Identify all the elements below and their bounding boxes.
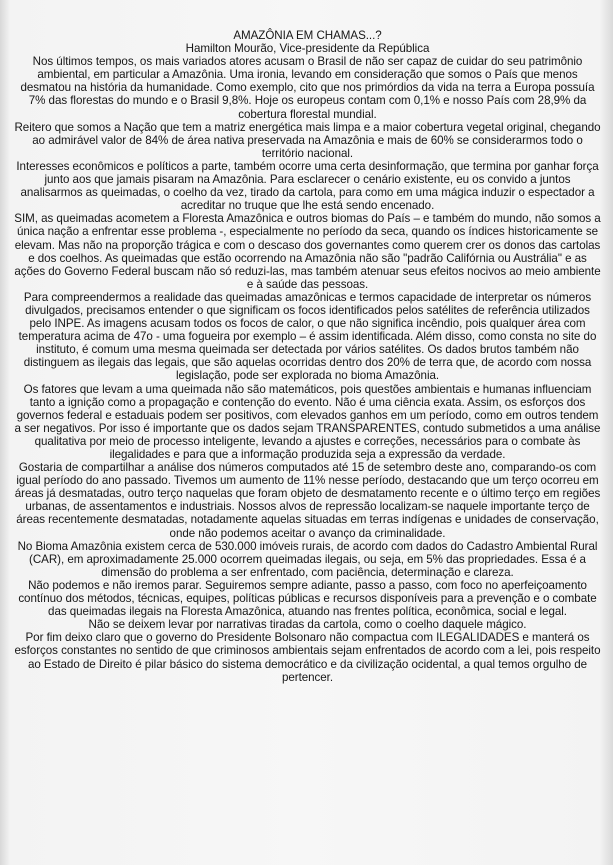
document-body: [14, 29, 601, 684]
paragraph-11: Por fim deixo claro que o governo do Presidente Bolsonaro não compactua com ILEGALIDADES e manterá os esforços constantes no sentido de que criminosos ambientais sejam enfrentados de acordo com a lei, pois respeito ao Estado de Direito é pilar básico do sistema democrático e da civilização ocidental, a qual temos orgulho de pertencer.: [14, 631, 601, 684]
paragraph-1: Nos últimos tempos, os mais variados atores acusam o Brasil de não ser capaz de cuidar do seu patrimônio ambiental, em particular a Amazônia. Uma ironia, levando em consideração que somos o País que menos desmatou na história da humanidade. Como exemplo, cito que nos primórdios da vida na terra a Europa possuía 7% das florestas do mundo e o Brasil 9,8%. Hoje os europeus contam com 0,1% e nosso País com 28,9% da cobertura florestal mundial.: [20, 55, 595, 121]
paragraph-9: Não podemos e não iremos parar. Seguiremos sempre adiante, passo a passo, com foco no aperfeiçoamento contínuo dos métodos, técnicas, equipes, políticas públicas e recursos disponíveis para a prevenção e o combate das queimadas ilegais na Floresta Amazônica, atuando nas frentes política, econômica, social e legal.: [18, 578, 597, 619]
paragraph-2: Reitero que somos a Nação que tem a matriz energética mais limpa e a maior cobertura vegetal original, chegando ao admirável valor de 84% de área nativa preservada na Amazônia e mais de 60% se considerarmos todo o território nacional.: [14, 120, 601, 160]
document-author: Hamilton Mourão, Vice-presidente da República: [185, 42, 430, 56]
paragraph-6: Os fatores que levam a uma queimada não são matemáticos, pois questões ambientais e humanas influenciam tanto a ignição como a propagação e contenção do evento. Não é uma ciência exata. Assim, os esforços dos governos federal e estaduais podem ser positivos, com elevados ganhos em um período, como em outros tendem a ser negativos. Por isso é importante que os dados sejam TRANSPARENTES, contudo submetidos a uma análise qualitativa por meio de processo inteligente, levando a ajustes e correções, necessários para o combate às ilegalidades e para que a informação produzida seja a expressão da verdade.: [14, 382, 601, 461]
paragraph-4: SIM, as queimadas acometem a Floresta Amazônica e outros biomas do País – e também do mundo, não somos a única nação a enfrentar esse problema -, especialmente no período da seca, quando os índices historicamente se elevam. Mas não na proporção trágica e com o descaso dos governantes como querem crer os donos das cartolas e dos coelhos. As queimadas que estão ocorrendo na Amazônia não são "padrão Califórnia ou Austrália" e as ações do Governo Federal buscam não só reduzi-las, mas também atenuar seus efeitos nocivos ao meio ambiente e à saúde das pessoas.: [14, 212, 601, 291]
paragraph-8: No Bioma Amazônia existem cerca de 530.000 imóveis rurais, de acordo com dados do Cadastro Ambiental Rural (CAR), em aproximadamente 25.000 ocorrem queimadas ilegais, ou seja, em 5% das propriedades. Essa é a dimensão do problema a ser enfrentado, com paciência, determinação e clareza.: [17, 539, 598, 579]
paragraph-5: Para compreendermos a realidade das queimadas amazônicas e termos capacidade de interpretar os números divulgados, precisamos entender o que significam os focos identificados pelos satélites de referência utilizados pelo INPE. As imagens acusam todos os focos de calor, o que não significa incêndio, pois qualquer área com temperatura acima de 47o - uma fogueira por exemplo – é assim identificada. Além disso, como consta no site do instituto, é comum uma mesma queimada ser detectada por vários satélites. Os dados brutos também não distinguem as ilegais das legais, que são aquelas ocorridas dentro dos 20% de terra que, de acordo com nossa legislação, pode ser explorada no bioma Amazônia.: [18, 290, 597, 383]
paragraph-7: Gostaria de compartilhar a análise dos números computados até 15 de setembro deste ano, comparando-os com igual período do ano passado. Tivemos um aumento de 11% nesse período, destacando que um terço ocorreu em áreas já desmatadas, outro terço naquelas que foram objeto de desmatamento recente e o último terço em regiões urbanas, de assentamentos e industriais. Nossos alvos de repressão localizam-se naquele importante terço de áreas recentemente desmatadas, notadamente aquelas situadas em terras indígenas e unidades de conservação, onde não podemos aceitar o avanço da criminalidade.: [14, 461, 601, 540]
paragraph-3: Interesses econômicos e políticos a parte, também ocorre uma certa desinformação, que termina por ganhar força junto aos que jamais pisaram na Amazônia. Para esclarecer o cenário existente, eu os convido a juntos analisarmos as queimadas, o coelho da vez, tirado da cartola, para como em uma mágica induzir o espectador a acreditar no truque que lhe está sendo encenado.: [16, 159, 599, 213]
document-title: AMAZÔNIA EM CHAMAS...?: [233, 29, 382, 42]
paragraph-10: Não se deixem levar por narrativas tiradas da cartola, como o coelho daquele mágico.: [88, 618, 527, 632]
